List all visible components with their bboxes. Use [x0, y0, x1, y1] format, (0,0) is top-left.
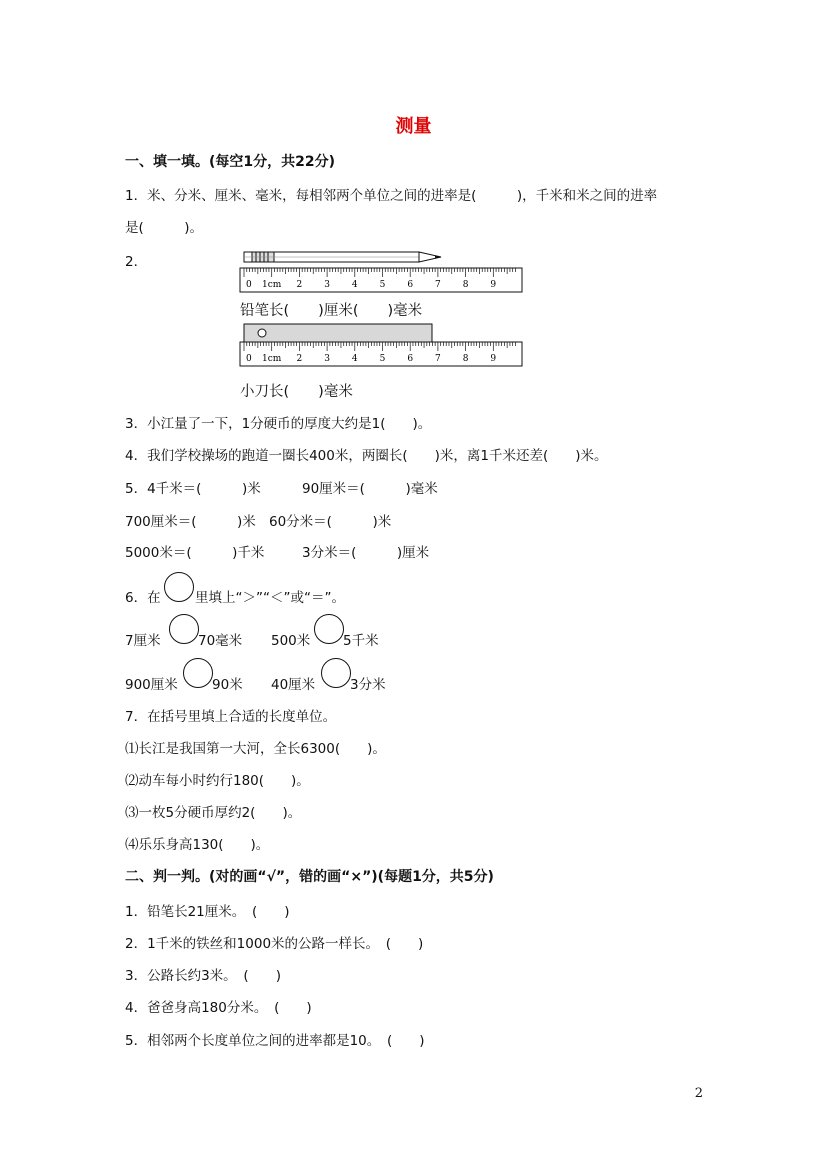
- pencil-icon: [244, 252, 441, 262]
- compare-2-right: 5千米: [343, 633, 379, 649]
- judge-item-2: 2．1千米的铁丝和1000米的公路一样长。 ( ): [125, 936, 424, 952]
- ruler-tick-label: 0: [246, 354, 252, 364]
- ruler-tick-label: 3: [324, 354, 330, 364]
- compare-4-right: 3分米: [350, 677, 386, 693]
- ruler-tick-label: 2: [296, 280, 303, 290]
- ruler-tick-label: 9: [490, 280, 497, 290]
- ruler-tick-label: 5: [379, 354, 386, 364]
- question-1-line-1: 1．米、分米、厘米、毫米，每相邻两个单位之间的进率是( )，千米和米之间的进率: [125, 188, 658, 204]
- question-7-item-2: ⑵动车每小时约行180( )。: [125, 773, 310, 789]
- question-5-row-3-a: 5000米＝( )千米: [125, 545, 265, 561]
- judge-item-4: 4．爸爸身高180分米。 ( ): [125, 1000, 312, 1016]
- ruler-tick-label: 8: [462, 354, 469, 364]
- ruler-tick-label: 0: [246, 280, 252, 290]
- compare-3-left: 900厘米: [125, 677, 178, 693]
- question-7-item-3: ⑶一枚5分硬币厚约2( )。: [125, 805, 302, 821]
- ruler-tick-label: 7: [435, 354, 441, 364]
- ruler-tick-label: 3: [324, 280, 330, 290]
- ruler-tick-label: 8: [462, 280, 469, 290]
- section-heading-fill: 一、填一填。(每空1分，共22分): [125, 154, 336, 170]
- question-5-row-1-a: 5．4千米＝( )米: [125, 481, 261, 497]
- ruler-1: [240, 268, 522, 292]
- knife-ruler-figure: [236, 322, 531, 374]
- ruler-tick-label: 5: [379, 280, 386, 290]
- question-5-row-2-a: 700厘米＝( )米: [125, 514, 256, 530]
- ruler-tick-label: 1cm: [262, 354, 282, 364]
- question-5-row-2-b: 60分米＝( )米: [269, 514, 392, 530]
- answer-circle-example: [164, 572, 194, 602]
- question-7-item-4: ⑷乐乐身高130( )。: [125, 837, 270, 853]
- ruler-tick-label: 2: [296, 354, 303, 364]
- knife-caption: 小刀长( )毫米: [240, 384, 353, 400]
- ruler-2: [240, 342, 522, 366]
- compare-1-right: 70毫米: [198, 633, 243, 649]
- compare-4-circle[interactable]: [321, 658, 351, 688]
- page-number: 2: [694, 1086, 703, 1101]
- ruler-tick-label: 6: [407, 354, 414, 364]
- page-title: 测量: [395, 116, 432, 137]
- compare-3-right: 90米: [212, 677, 243, 693]
- ruler-tick-label: 4: [351, 280, 358, 290]
- question-3: 3．小江量了一下，1分硬币的厚度大约是1( )。: [125, 416, 432, 432]
- ruler-tick-label: 9: [490, 354, 497, 364]
- question-7-item-1: ⑴长江是我国第一大河，全长6300( )。: [125, 741, 386, 757]
- ruler-tick-label: 6: [407, 280, 414, 290]
- question-2-label: 2．: [125, 254, 148, 270]
- judge-item-1: 1．铅笔长21厘米。 ( ): [125, 904, 290, 920]
- compare-1-left: 7厘米: [125, 633, 161, 649]
- question-7-intro: 7．在括号里填上合适的长度单位。: [125, 709, 337, 725]
- question-1-line-2: 是( )。: [125, 220, 204, 236]
- ruler-tick-label: 7: [435, 280, 441, 290]
- ruler-tick-label: 1cm: [262, 280, 282, 290]
- compare-2-left: 500米: [271, 633, 311, 649]
- question-4: 4．我们学校操场的跑道一圈长400米，两圈长( )米，离1千米还差( )米。: [125, 448, 608, 464]
- pencil-ruler-figure: [236, 246, 531, 296]
- judge-item-5: 5．相邻两个长度单位之间的进率都是10。 ( ): [125, 1033, 425, 1049]
- question-5-row-1-b: 90厘米＝( )毫米: [302, 481, 438, 497]
- compare-3-circle[interactable]: [183, 658, 213, 688]
- question-6-suffix: 里填上“＞”“＜”或“＝”。: [195, 590, 345, 606]
- compare-2-circle[interactable]: [314, 614, 344, 644]
- question-6-prefix: 6．在: [125, 590, 161, 606]
- ruler-tick-label: 4: [351, 354, 358, 364]
- compare-1-circle[interactable]: [169, 614, 199, 644]
- pencil-caption: 铅笔长( )厘米( )毫米: [240, 303, 423, 319]
- section-heading-judge: 二、判一判。(对的画“√”，错的画“×”)(每题1分，共5分): [125, 869, 494, 885]
- judge-item-3: 3．公路长约3米。 ( ): [125, 968, 281, 984]
- question-5-row-3-b: 3分米＝( )厘米: [302, 545, 430, 561]
- compare-4-left: 40厘米: [271, 677, 316, 693]
